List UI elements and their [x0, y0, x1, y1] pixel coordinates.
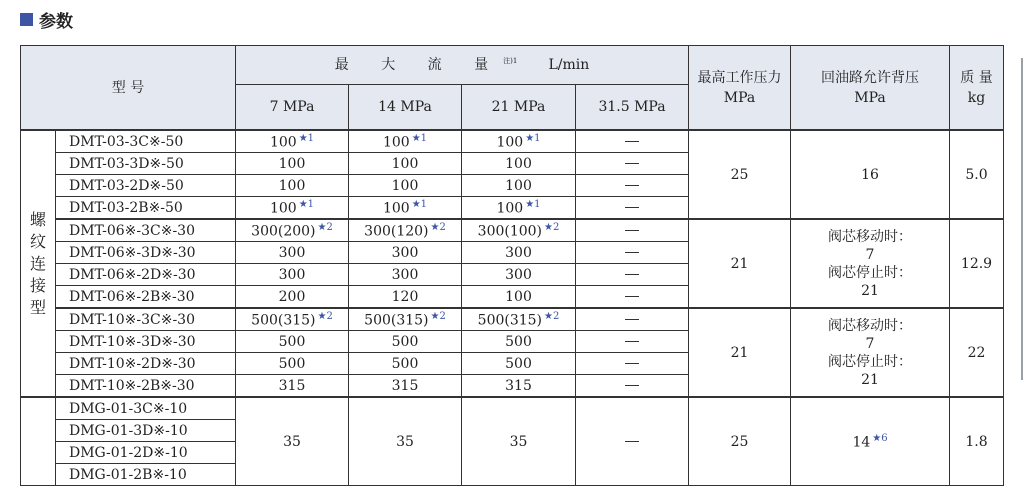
flow-cell — [462, 331, 576, 353]
flow-value: 500 — [505, 333, 532, 350]
flow-cell — [236, 264, 349, 286]
flow-cell — [462, 197, 576, 220]
mass-cell: 1.8 — [950, 397, 1004, 486]
note-star: ★6 — [872, 432, 888, 444]
note-star: ★2 — [317, 221, 333, 233]
model-cell: DMG-01-2B※-10 — [56, 464, 236, 486]
max-pressure-cell: 21 — [689, 308, 791, 397]
flow-31-5-cell — [576, 331, 689, 353]
table-row — [21, 308, 1004, 331]
note-star: ★2 — [317, 310, 333, 322]
note-star: ★2 — [430, 310, 446, 322]
mass-cell: 5.0 — [950, 130, 1004, 219]
flow-cell — [236, 197, 349, 220]
note-star: ★1 — [298, 198, 315, 210]
spec-table — [20, 45, 1004, 486]
model-cell: DMG-01-3D※-10 — [56, 420, 236, 442]
flow-cell — [236, 175, 349, 197]
flow-cell — [462, 130, 576, 153]
flow-value: 300 — [278, 244, 306, 261]
flow-cell — [236, 375, 349, 398]
header-pressure-31-5: 31.5 MPa — [576, 85, 689, 131]
flow-cell — [236, 219, 349, 242]
flow-value: 200 — [278, 288, 306, 305]
model-cell: DMT-06※-3C※-30 — [56, 219, 236, 242]
mass-cell: 22 — [950, 308, 1004, 397]
flow-value: 500 — [505, 355, 532, 372]
dash-mark — [625, 319, 639, 320]
flow-value: 100 — [382, 134, 410, 151]
back-moving-value: 7 — [865, 335, 875, 352]
group-label-threaded — [21, 130, 56, 397]
flow-value: 300 — [505, 244, 532, 261]
flow-value: 300(120) — [364, 223, 429, 240]
model-cell: DMG-01-2D※-10 — [56, 442, 236, 464]
flow-value: 500 — [278, 333, 306, 350]
dash-mark — [625, 363, 639, 364]
header-mass: 质 量 kg — [950, 46, 1004, 131]
model-cell: DMT-03-2B※-50 — [56, 197, 236, 220]
group-label-char: 纹 — [29, 231, 46, 251]
flow-value: 500 — [391, 333, 419, 350]
flow-cell — [236, 353, 349, 375]
flow-value: 315 — [505, 377, 532, 394]
flow-cell — [236, 153, 349, 175]
back-pressure-cell — [791, 308, 950, 397]
flow-value: 500 — [391, 355, 419, 372]
flow-value: 100 — [496, 134, 524, 151]
section-title-text: 参数 — [39, 11, 73, 32]
dash-mark — [625, 296, 639, 297]
model-cell: DMT-06※-2B※-30 — [56, 286, 236, 309]
flow-31-5-cell — [576, 375, 689, 398]
flow-cell — [236, 286, 349, 309]
dash-mark — [625, 207, 639, 208]
flow-31-5-cell — [576, 286, 689, 309]
dash-mark — [625, 230, 639, 231]
back-pressure-cell — [791, 397, 950, 486]
flow-cell — [462, 242, 576, 264]
flow-31-5-cell — [576, 242, 689, 264]
dash-mark — [625, 441, 639, 442]
flow-cell — [236, 308, 349, 331]
flow-value: 100 — [382, 200, 410, 217]
flow-value: 500(315) — [364, 312, 429, 329]
back-moving-label: 阀芯移动时： — [828, 228, 913, 245]
max-pressure-cell: 25 — [689, 397, 791, 486]
flow-31-5-cell — [576, 308, 689, 331]
back-stop-label: 阀芯停止时： — [828, 353, 913, 370]
flow-cell — [462, 264, 576, 286]
note-star: ★1 — [525, 132, 541, 144]
dash-mark — [625, 163, 639, 164]
flow-value: 500(315) — [251, 312, 316, 329]
flow-value: 100 — [391, 177, 419, 194]
flow-cell — [462, 375, 576, 398]
flow-value: 100 — [496, 200, 524, 217]
flow-value: 500(315) — [477, 312, 543, 329]
note-star: ★1 — [411, 198, 428, 210]
dash-mark — [625, 185, 639, 186]
group-label-blank — [21, 397, 56, 486]
header-model: 型 号 — [21, 46, 236, 131]
model-cell: DMT-03-2D※-50 — [56, 175, 236, 197]
back-moving-label: 阀芯移动时： — [828, 317, 913, 334]
flow-value: 100 — [505, 177, 532, 194]
group-label-char: 接 — [29, 275, 46, 295]
flow-value: 100 — [391, 155, 419, 172]
flow-cell — [462, 286, 576, 309]
table-row — [21, 130, 1004, 153]
header-pressure-7: 7 MPa — [236, 85, 349, 131]
flow-cell — [349, 331, 462, 353]
dash-mark — [625, 274, 639, 275]
max-pressure-cell: 21 — [689, 219, 791, 308]
note-star: ★1 — [411, 132, 428, 144]
flow-cell — [236, 130, 349, 153]
model-cell: DMG-01-3C※-10 — [56, 397, 236, 420]
flow-cell — [349, 375, 462, 398]
flow-31-5-cell — [576, 130, 689, 153]
flow-31-5-cell — [576, 353, 689, 375]
note-star: ★1 — [298, 132, 315, 144]
flow-cell — [236, 242, 349, 264]
flow-cell — [349, 130, 462, 153]
flow-value: 100 — [269, 134, 297, 151]
flow-value: 300 — [505, 266, 532, 283]
note-star: ★2 — [430, 221, 446, 233]
flow-cell — [349, 286, 462, 309]
flow-cell — [349, 264, 462, 286]
table-row — [21, 219, 1004, 242]
flow-cell — [462, 353, 576, 375]
back-pressure-cell — [791, 219, 950, 308]
flow-cell — [349, 353, 462, 375]
flow-value: 315 — [278, 377, 306, 394]
flow-31-5-cell — [576, 175, 689, 197]
header-pressure-14: 14 MPa — [349, 85, 462, 131]
flow-value: 100 — [278, 155, 306, 172]
mass-cell: 12.9 — [950, 219, 1004, 308]
group-label-char: 连 — [29, 253, 46, 273]
flow-cell: 35 — [236, 397, 349, 486]
flow-value: 100 — [278, 177, 306, 194]
header-flow-label: 最 大 流 量 — [334, 57, 503, 73]
flow-value: 120 — [391, 288, 419, 305]
back-pressure-cell: 16 — [791, 130, 950, 219]
back-stop-label: 阀芯停止时： — [828, 264, 913, 281]
flow-value: 100 — [269, 200, 297, 217]
flow-value: 300(100) — [477, 223, 543, 240]
flow-31-5-cell — [576, 219, 689, 242]
flow-value: 300 — [391, 266, 419, 283]
flow-31-5-cell — [576, 397, 689, 486]
model-cell: DMT-06※-2D※-30 — [56, 264, 236, 286]
model-cell: DMT-10※-3C※-30 — [56, 308, 236, 331]
square-bullet-icon — [20, 13, 33, 26]
flow-cell: 35 — [349, 397, 462, 486]
header-pressure-21: 21 MPa — [462, 85, 576, 131]
flow-cell — [349, 308, 462, 331]
section-title — [20, 6, 73, 32]
note-star: ★2 — [544, 310, 560, 322]
max-pressure-cell: 25 — [689, 130, 791, 219]
flow-31-5-cell — [576, 197, 689, 220]
flow-cell — [462, 153, 576, 175]
flow-cell — [462, 219, 576, 242]
model-cell: DMT-10※-2D※-30 — [56, 353, 236, 375]
flow-value: 300 — [391, 244, 419, 261]
flow-value: 315 — [391, 377, 419, 394]
model-cell: DMT-06※-3D※-30 — [56, 242, 236, 264]
flow-cell — [349, 153, 462, 175]
flow-cell: 35 — [462, 397, 576, 486]
flow-value: 100 — [505, 288, 532, 305]
flow-31-5-cell — [576, 264, 689, 286]
model-cell: DMT-03-3D※-50 — [56, 153, 236, 175]
dash-mark — [625, 141, 639, 142]
flow-cell — [462, 308, 576, 331]
flow-value: 500 — [278, 355, 306, 372]
back-stop-value: 21 — [861, 371, 879, 388]
back-stop-value: 21 — [861, 282, 879, 299]
flow-value: 100 — [505, 155, 532, 172]
back-moving-value: 7 — [865, 246, 875, 263]
dash-mark — [625, 385, 639, 386]
note-star: ★2 — [544, 221, 560, 233]
header-flow-unit: L/min — [548, 57, 590, 73]
note-star: ★1 — [525, 198, 541, 210]
flow-cell — [349, 197, 462, 220]
header-flow-note: 注)1 — [503, 57, 518, 66]
flow-cell — [349, 242, 462, 264]
dash-mark — [625, 341, 639, 342]
flow-cell — [349, 175, 462, 197]
flow-value: 300(200) — [251, 223, 316, 240]
model-cell: DMT-10※-2B※-30 — [56, 375, 236, 398]
table-row — [21, 397, 1004, 420]
flow-31-5-cell — [576, 153, 689, 175]
flow-cell — [349, 219, 462, 242]
group-label-char: 型 — [29, 297, 46, 317]
header-max-pressure: 最高工作压力 MPa — [689, 46, 791, 131]
back-pressure-value: 14 — [852, 434, 871, 451]
header-flow — [236, 46, 689, 85]
header-back-pressure: 回油路允许背压 MPa — [791, 46, 950, 131]
model-cell: DMT-03-3C※-50 — [56, 130, 236, 153]
flow-cell — [462, 175, 576, 197]
model-cell: DMT-10※-3D※-30 — [56, 331, 236, 353]
flow-value: 300 — [278, 266, 306, 283]
group-label-char: 螺 — [29, 209, 46, 229]
flow-cell — [236, 331, 349, 353]
dash-mark — [625, 252, 639, 253]
